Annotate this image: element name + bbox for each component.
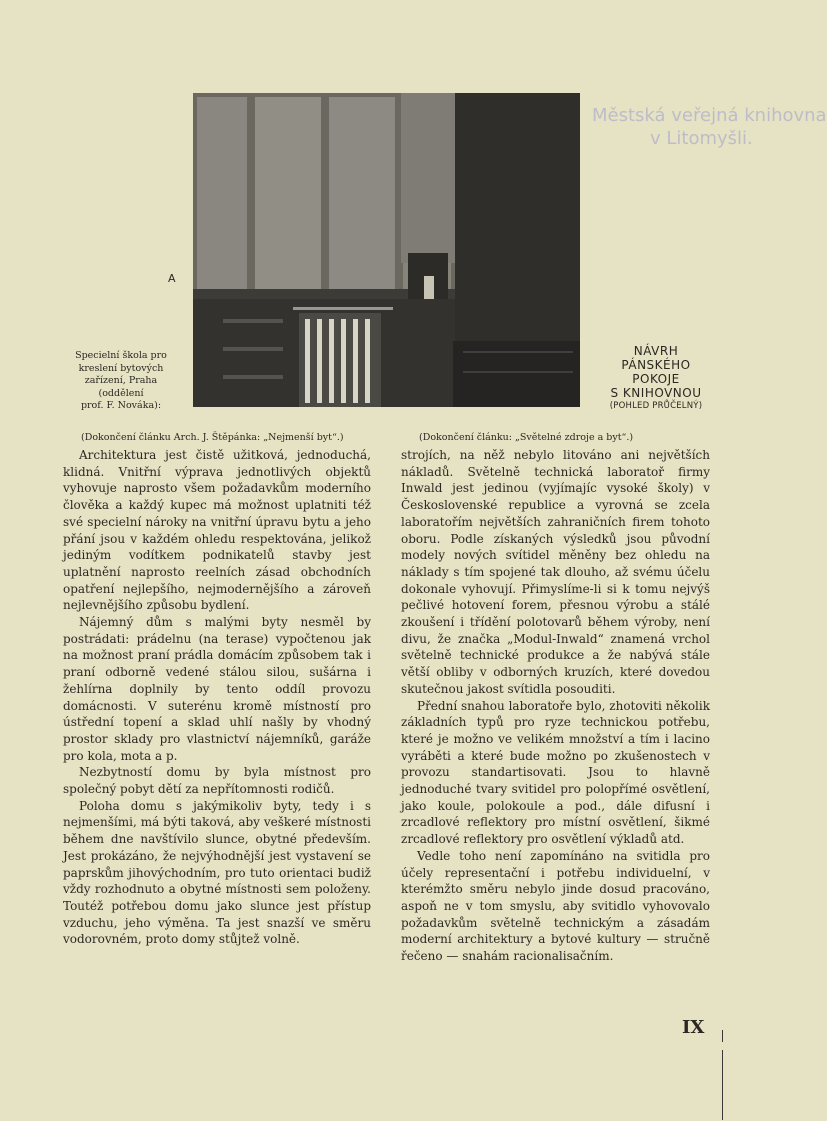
right-column: [401, 431, 710, 965]
caption-left-line: (oddělení: [98, 387, 144, 399]
caption-right-line: S KNIHOVNOU: [610, 386, 702, 400]
caption-left-line: prof. F. Nováka):: [80, 400, 162, 411]
stamp-line-2: v Litomyšli.: [650, 128, 753, 149]
margin-mark: [722, 1030, 723, 1042]
paragraph: strojích, na něž nebylo litováno ani největších nákladů. Světelně technická laboratoř firmy Inwald jest jedinou (vyjímajíc vysoké školy) v Československé republice a vyrovná se zcela laboratořím největších zahraničních firem tohoto oboru. Podle získaných výsledků jsou původní modely nových svítidel měněny bez ohledu na náklady s tím spojené tak dlouho, až svému účelu dokonale vyhovují. Přimyslíme-li si k tomu nejvýš pečlivé hotovení forem, přesnou výrobu a stálé zkoušení i třídění polotovarů během výroby, není divu, že značka „Modul-Inwald“ znamená vrchol světelně technické produkce a že nabývá stále větší obliby v odborných kruzích, které dovedou skutečnou jakost svítidla posouditi.: [401, 448, 710, 696]
stamp-line-1: Městská veřejná knihovna: [592, 105, 827, 126]
continuation-note: (Dokončení článku: „Světelné zdroje a byt“.): [419, 432, 634, 443]
interior-photo-drawing: [193, 93, 580, 407]
caption-right-line: NÁVRH: [633, 344, 679, 358]
caption-right-line: PÁNSKÉHO: [621, 358, 691, 372]
figure-marker: A: [168, 272, 176, 285]
page-number: IX: [682, 1017, 705, 1038]
caption-left-line: zařízení, Praha: [84, 375, 158, 386]
caption-left-line: kreslení bytových: [78, 362, 164, 374]
paragraph: Poloha domu s jakýmikoliv byty, tedy i s nejmenšími, má býti taková, aby veškeré místnosti během dne navštívilo slunce, obytné především. Jest prokázáno, že nejvýhodnější jest vystavení se paprskům jihovýchodním, pro tuto orientaci budiž vždy rozhodnuto a obytné místnosti sem položeny. Toutéž potřebou domu jako slunce jest přístup vzduchu, jeho výměna. Ta jest snazší ve směru vodorovném, proto domy stůjtež volně.: [63, 798, 371, 947]
paragraph: Vedle toho není zapomínáno na svitidla pro účely representační i potřebu individuelní, v kterémžto směru nebylo jinde dosud pracováno, aspoň ne v tom smyslu, aby svitidlo vyhovovalo požadavkům světelně technickým a zásadám moderní architektury a bytové kultury — stručně řečeno — snahám racionalisačním.: [401, 848, 710, 964]
paragraph: Nezbytností domu by byla místnost pro společný pobyt dětí za nepřítomnosti rodičů.: [63, 765, 371, 797]
library-stamp: [584, 104, 827, 150]
continuation-note: (Dokončení článku Arch. J. Štěpánka: „Nejmenší byt“.): [81, 432, 344, 443]
caption-right-line: POKOJE: [632, 372, 680, 386]
interior-photo: [193, 93, 580, 407]
paragraph: Architektura jest čistě užitková, jednoduchá, klidná. Vnitřní výprava jednotlivých objektů vyhovuje naprosto všem požadavkům moderního člověka a každý kupec má možnost uplatniti též své specielní nároky na vnitřní úpravu bytu a jeho přání jsou v každém ohledu respektována, jelikož jediným vodítkem podnikatelů stavby jest uplatnění naprosto reelních zásad obchodních opatření nejlepšího, nejmodernějšího a zároveň nejlevnějšího způsobu bydlení.: [63, 448, 371, 613]
caption-left: [60, 350, 182, 413]
caption-right: [592, 344, 720, 412]
caption-right-subtitle: (POHLED PRŮČELNÝ): [609, 401, 703, 411]
paragraph: Nájemný dům s malými byty nesměl by postrádati: prádelnu (na terase) vypočtenou jak na možnost praní prádla domácím způsobem tak i praní odborně vedené stálou silou, sušárna i žehlírna doplnily by tento oddíl provozu domácnosti. V suterénu kromě místností pro ústřední topení a sklad uhlí našly by vhodný prostor sklady pro vlastnictví nájemníků, garáže pro kola, mota a p.: [63, 615, 371, 763]
margin-mark: [722, 1050, 723, 1120]
paragraph: Přední snahou laboratoře bylo, zhotoviti několik základních typů pro ryze technickou potřebu, které je možno ve velikém množství a tím i lacino vyráběti a které bude možno po zkušenostech v provozu standartisovati. Jsou to hlavně jednoduché tvary svitidel pro polopřímé osvětlení, jako koule, polokoule a pod., dále difusní i zrcadlové reflektory pro místní osvětlení, šikmé zrcadlové reflektory pro osvětlení výkladů atd.: [401, 698, 710, 847]
caption-left-line: Specielní škola pro: [75, 350, 167, 361]
left-column: [63, 431, 371, 948]
